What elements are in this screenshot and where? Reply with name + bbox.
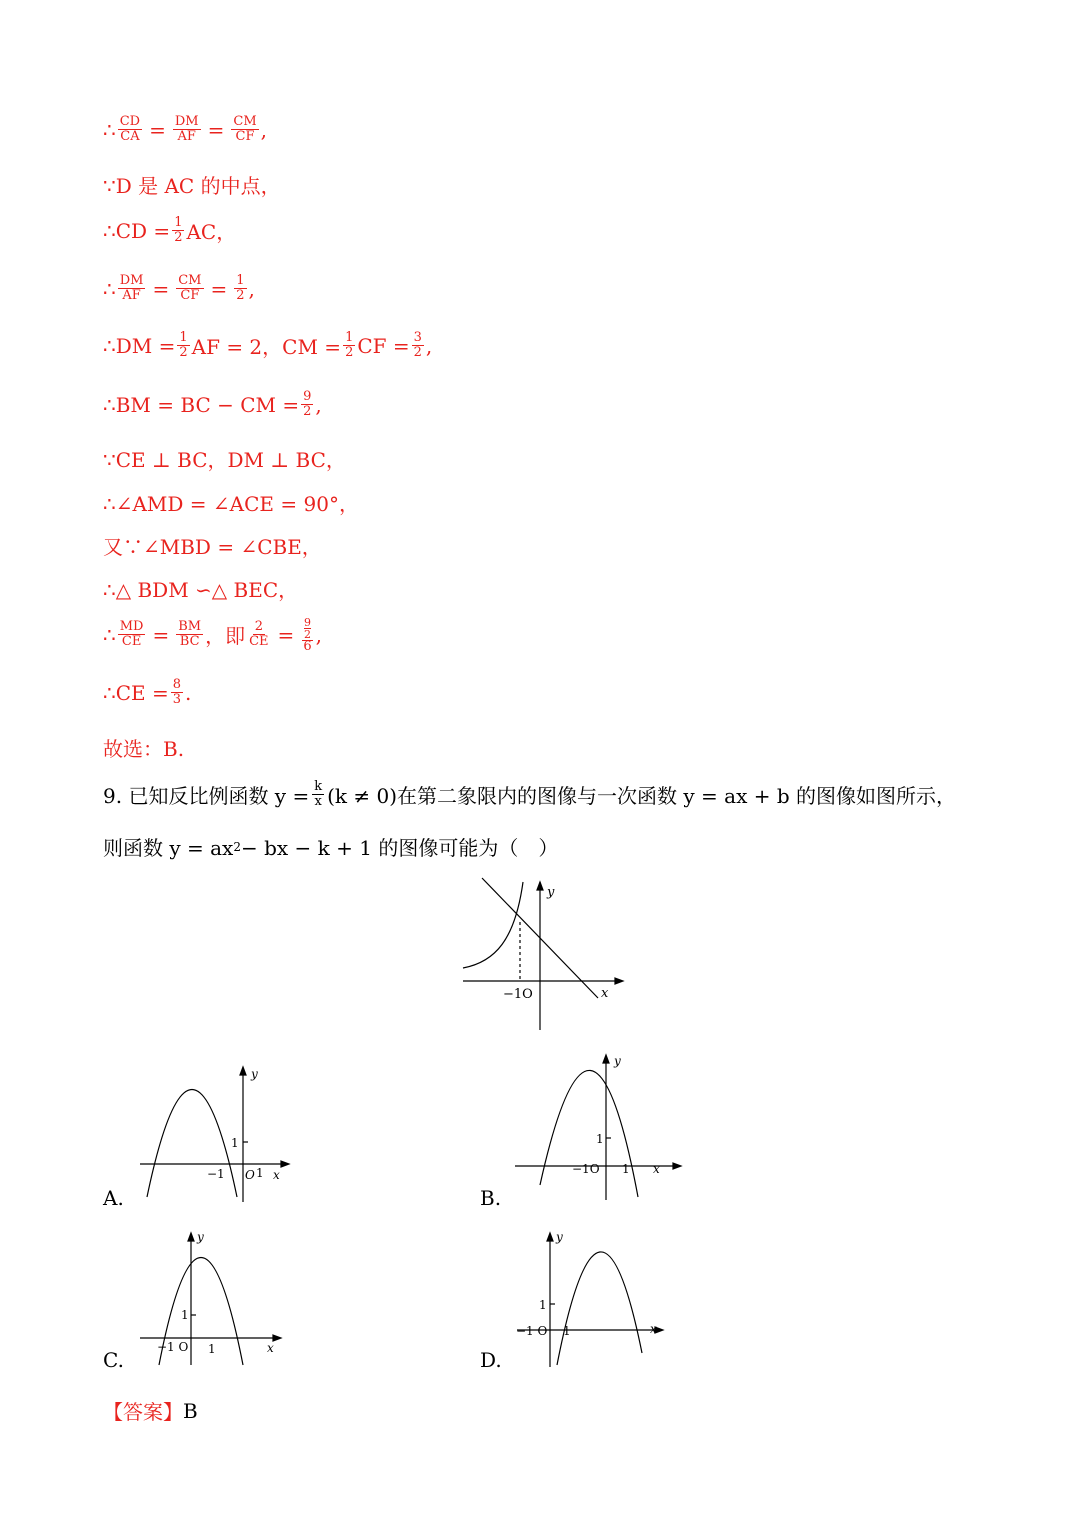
fraction: $\frac{BM}{BC}$	[178, 619, 202, 649]
y-arrow-icon	[240, 1067, 246, 1075]
svg-text:1: 1	[181, 1308, 189, 1322]
svg-text:−1: −1	[207, 1167, 225, 1181]
svg-text:1: 1	[622, 1162, 630, 1176]
option-a-graph	[135, 1057, 295, 1207]
x-arrow-icon	[615, 978, 623, 984]
svg-text:−1O: −1O	[572, 1162, 600, 1176]
svg-text:x: x	[650, 1322, 657, 1336]
step-4: ∴ $\frac{DM}{AF}$ = $\frac{CM}{CF}$ = $\frac{1}{2}$ ,	[103, 273, 255, 303]
parabola	[557, 1252, 642, 1365]
svg-text:y: y	[556, 1230, 563, 1244]
step-1: ∴ $\frac{CD}{CA}$ = $\frac{DM}{AF}$ = $\frac{CM}{CF}$ ,	[103, 114, 267, 144]
y-label: y	[547, 885, 555, 900]
step-7: ∵CE ⊥ BC，DM ⊥ BC，	[103, 448, 346, 472]
fraction: $\frac{k}{x}$	[314, 779, 323, 809]
option-b-graph	[510, 1045, 690, 1205]
svg-text:−1 O: −1 O	[516, 1324, 548, 1338]
step-10: ∴△ BDM ∽△ BEC，	[103, 578, 299, 602]
step-3: ∴CD = $\frac{1}{2}$ AC，	[103, 215, 237, 245]
option-d-graph	[512, 1225, 672, 1375]
parabola	[540, 1070, 638, 1197]
step-13: 故选：B.	[103, 737, 185, 761]
y-arrow-icon	[547, 1233, 553, 1241]
fraction: $\frac{CM}{CF}$	[178, 273, 202, 303]
fraction: $\frac{1}{2}$	[179, 330, 188, 360]
option-a-label: A.	[103, 1186, 124, 1210]
svg-text:1: 1	[256, 1166, 264, 1180]
svg-text:1: 1	[539, 1298, 547, 1312]
svg-text:1: 1	[208, 1342, 216, 1356]
svg-text:x: x	[273, 1168, 280, 1182]
fraction: $\frac{8}{3}$	[172, 677, 182, 707]
question-line-2: 则函数 y = ax 2 − bx − k + 1 的图像可能为（ ）	[103, 836, 559, 860]
svg-text:1: 1	[231, 1136, 239, 1150]
step-6: ∴BM = BC − CM = $\frac{9}{2}$ ,	[103, 389, 322, 419]
svg-text:1: 1	[563, 1324, 571, 1338]
hyperbola-curve	[463, 882, 523, 968]
svg-text:1: 1	[596, 1132, 604, 1146]
y-arrow-icon	[188, 1233, 194, 1241]
neg1-origin-label: −1O	[503, 987, 533, 1002]
compound-fraction: 9 2 6	[303, 616, 312, 654]
x-arrow-icon	[273, 1335, 281, 1341]
step-2: ∵D 是 AC 的中点，	[103, 174, 281, 198]
fraction: $\frac{9}{2}$	[303, 389, 312, 419]
fraction: $\frac{DM}{AF}$	[174, 114, 199, 144]
option-c-graph	[135, 1225, 295, 1375]
y-arrow-icon	[603, 1055, 609, 1063]
given-graph	[455, 870, 625, 1035]
fraction: $\frac{1}{2}$	[345, 330, 354, 360]
svg-text:y: y	[197, 1230, 204, 1244]
fraction: $\frac{MD}{CE}$	[119, 619, 144, 649]
fraction: $\frac{1}{2}$	[174, 215, 183, 245]
svg-text:x: x	[653, 1162, 660, 1176]
step-8: ∴∠AMD = ∠ACE = 90°，	[103, 492, 359, 516]
answer-tag: 【答案】	[103, 1400, 183, 1424]
step-5: ∴DM = $\frac{1}{2}$ AF = 2，CM = $\frac{1}{2}$ CF = $\frac{3}{2}$ ,	[103, 330, 433, 360]
svg-text:x: x	[267, 1341, 274, 1355]
x-label: x	[601, 986, 609, 1001]
fraction: $\frac{1}{2}$	[236, 273, 245, 303]
x-arrow-icon	[673, 1163, 681, 1169]
option-d-label: D.	[480, 1348, 502, 1372]
fraction: $\frac{CM}{CF}$	[233, 114, 257, 144]
svg-text:−1 O: −1 O	[157, 1340, 189, 1354]
option-c-label: C.	[103, 1348, 124, 1372]
step-11: ∴ $\frac{MD}{CE}$ = $\frac{BM}{BC}$ ，即 $\frac{2}{CE}$ = 9 2 6 ,	[103, 616, 322, 654]
fraction: $\frac{CD}{CA}$	[119, 114, 141, 144]
step-9: 又∵∠MBD = ∠CBE，	[103, 535, 322, 559]
fraction: $\frac{2}{CE}$	[249, 619, 269, 649]
svg-text:O: O	[245, 1168, 255, 1182]
fraction: $\frac{3}{2}$	[413, 330, 422, 360]
step-12: ∴CE = $\frac{8}{3}$ .	[103, 677, 192, 707]
answer-value: B	[183, 1398, 198, 1423]
answer-line	[103, 1396, 198, 1425]
svg-text:y: y	[614, 1054, 621, 1068]
svg-text:y: y	[251, 1067, 258, 1081]
y-arrow-icon	[537, 882, 543, 890]
x-arrow-icon	[281, 1161, 289, 1167]
question-line-1: 9. 已知反比例函数 y = $\frac{k}{x}$ (k ≠ 0)在第二象限内的图像与一次函数 y = ax + b 的图像如图所示，	[103, 779, 956, 809]
option-b-label: B.	[480, 1186, 502, 1210]
fraction: $\frac{DM}{AF}$	[119, 273, 144, 303]
